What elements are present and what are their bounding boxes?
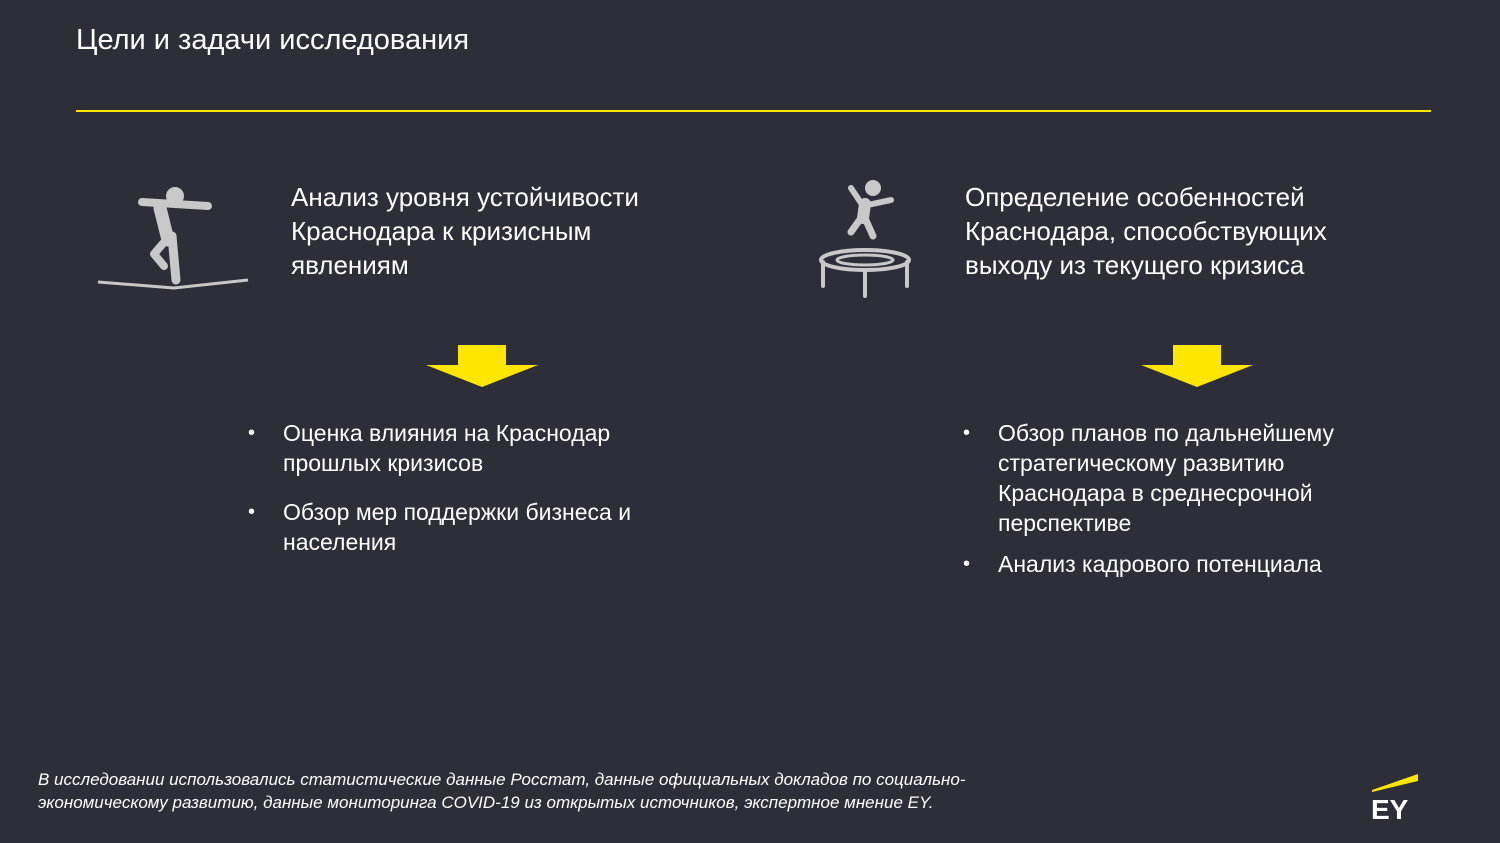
tightrope-walker-icon [96, 184, 252, 294]
ey-logo [1368, 772, 1424, 822]
list-item-line: перспективе [998, 510, 1132, 536]
right-heading-line: Определение особенностей [965, 182, 1305, 212]
list-item [963, 418, 1334, 538]
source-footnote [38, 768, 966, 814]
left-goal-heading [291, 180, 639, 282]
title-divider [76, 110, 1431, 112]
list-item-line: • Анализ кадрового потенциала [998, 551, 1322, 577]
left-heading-line: Краснодара к кризисным [291, 216, 592, 246]
left-heading-line: явлениям [291, 250, 409, 280]
trampoline-jumper-icon [815, 180, 915, 300]
list-item-line: • Обзор планов по дальнейшему [998, 420, 1334, 446]
footnote-line: В исследовании использовались статистические данные Росстат, данные официальных докладов по социально- [38, 770, 966, 789]
right-heading-line: Краснодара, способствующих [965, 216, 1327, 246]
list-item-line: стратегическому развитию [998, 450, 1285, 476]
right-heading-line: выходу из текущего кризиса [965, 250, 1305, 280]
list-item [248, 497, 631, 557]
list-item [963, 549, 1334, 579]
left-heading-line: Анализ уровня устойчивости [291, 182, 639, 212]
list-item-line: • Оценка влияния на Краснодар [283, 420, 611, 446]
arrow-down-icon [1139, 345, 1255, 389]
ey-logo-text: EY [1371, 794, 1409, 822]
footnote-line: экономическому развитию, данные мониторинга COVID-19 из открытых источников, экспертное мнение EY. [38, 793, 934, 812]
arrow-down-icon [424, 345, 540, 389]
list-item-line: прошлых кризисов [283, 450, 484, 476]
list-item-line: Краснодара в среднесрочной [998, 480, 1313, 506]
right-tasks-list [963, 418, 1334, 598]
list-item [248, 418, 631, 478]
page-title: Цели и задачи исследования [76, 24, 470, 56]
left-tasks-list [248, 418, 631, 576]
list-item-line: • Обзор мер поддержки бизнеса и [283, 499, 632, 525]
right-goal-heading [965, 180, 1327, 282]
list-item-line: населения [283, 529, 397, 555]
